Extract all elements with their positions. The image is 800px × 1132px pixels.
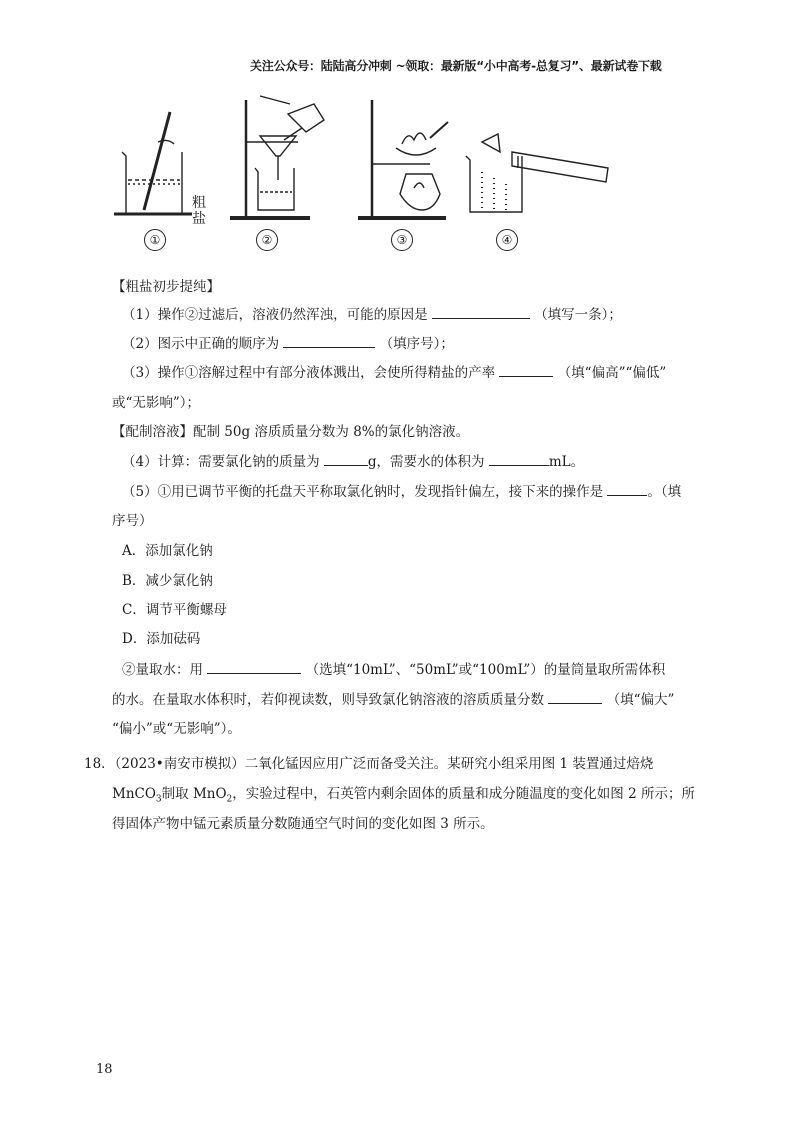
- figure-label-3: ③: [391, 229, 413, 251]
- q2-text-end: （填序号）；: [379, 336, 454, 352]
- formula-mno2-sub: 2: [226, 794, 233, 805]
- q5-2-text-2: 的水。在量取水体积时，若仰视读数，则导致氯化钠溶液的溶质质量分数: [112, 692, 544, 708]
- page-number: 18: [96, 1062, 113, 1077]
- apparatus-drawings: [110, 92, 630, 252]
- filtration-setup-icon: [230, 96, 324, 218]
- q5-text-end: 。（填: [647, 484, 682, 500]
- question-5: [122, 481, 681, 502]
- question-5-2-cont: [112, 689, 674, 710]
- q18-text-rest: ，实验过程中，石英管内剩余固体的质量和成分随温度的变化如图 2 所示；所: [232, 786, 695, 802]
- question-5-2-end: “偏小”或“无影响”）。: [112, 721, 241, 737]
- figure-label-2: ②: [256, 229, 278, 251]
- q5-2-text-3: （填“偏大”: [606, 692, 675, 708]
- q1-text: （1）操作②过滤后，溶液仍然浑浊，可能的原因是: [122, 307, 428, 323]
- question-4: [122, 451, 584, 472]
- formula-mnco3-sub: 3: [155, 794, 162, 805]
- figure-label-4: ④: [496, 229, 518, 251]
- option-a: A．添加氯化钠: [122, 543, 213, 559]
- figure-label-1: ①: [144, 229, 166, 251]
- question-5-cont: 序号）: [112, 513, 153, 529]
- q4-text: （4）计算：需要氯化钠的质量为: [122, 454, 320, 470]
- question-2: [122, 333, 454, 354]
- question-3-cont: 或“无影响”）；: [112, 395, 201, 411]
- page-header: 关注公众号：陆陆高分冲刺 ~领取：最新版“小中高考-总复习”、最新试卷下载: [250, 59, 662, 73]
- q4-volume-blank[interactable]: [489, 451, 549, 466]
- q5-2-cylinder-blank[interactable]: [207, 659, 301, 674]
- q5-2-text: ②量取水：用: [122, 662, 203, 678]
- cylinder-pouring-icon: [466, 134, 608, 212]
- question-5-2: [122, 659, 665, 680]
- q4-text-mid: g，需要水的体积为: [367, 454, 485, 470]
- salt-label-bottom: 盐: [192, 211, 206, 227]
- evaporation-setup-icon: [358, 100, 448, 218]
- q1-text-end: （填写一条）；: [534, 307, 622, 323]
- q3-text-end: （填“偏高”“偏低”: [557, 365, 667, 381]
- q1-answer-blank[interactable]: [432, 304, 530, 319]
- q5-answer-blank[interactable]: [607, 481, 647, 496]
- q2-text: （2）图示中正确的顺序为: [122, 336, 280, 352]
- q3-text: （3）操作①溶解过程中有部分液体溅出，会使所得精盐的产率: [122, 365, 496, 381]
- dissolve-beaker-icon: [114, 112, 192, 214]
- question-3: [122, 362, 666, 383]
- question-18: 18．（2023•南安市模拟）二氧化锰因应用广泛而备受关注。某研究小组采用图 1 装置通过焙烧: [84, 756, 654, 772]
- formula-mno2: 制取 MnO: [161, 786, 227, 802]
- question-1: [122, 304, 622, 325]
- section-crude-salt: 【粗盐初步提纯】: [112, 279, 220, 295]
- q2-answer-blank[interactable]: [283, 333, 375, 348]
- option-b: B．减少氯化钠: [122, 573, 213, 589]
- option-d: D．添加砝码: [122, 631, 201, 647]
- q5-2-text-end: （选填“10mL”、“50mL”或“100mL”）的量筒量取所需体积: [305, 662, 666, 678]
- formula-mnco3: MnCO: [112, 786, 156, 802]
- q4-text-end: mL。: [548, 454, 585, 470]
- question-18-line2: [112, 784, 695, 810]
- apparatus-figure: [110, 92, 630, 252]
- q3-answer-blank[interactable]: [499, 362, 553, 377]
- question-18-line3: 得固体产物中锰元素质量分数随通空气时间的变化如图 3 所示。: [112, 816, 494, 832]
- q4-mass-blank[interactable]: [324, 451, 368, 466]
- option-c: C．调节平衡螺母: [122, 602, 227, 618]
- q5-2-fraction-blank[interactable]: [548, 689, 602, 704]
- q5-text: （5）①用已调节平衡的托盘天平称取氯化钠时，发现指针偏左，接下来的操作是: [122, 484, 604, 500]
- salt-label-top: 粗: [192, 195, 206, 211]
- section-prepare-solution: 【配制溶液】配制 50g 溶质质量分数为 8%的氯化钠溶液。: [112, 424, 470, 440]
